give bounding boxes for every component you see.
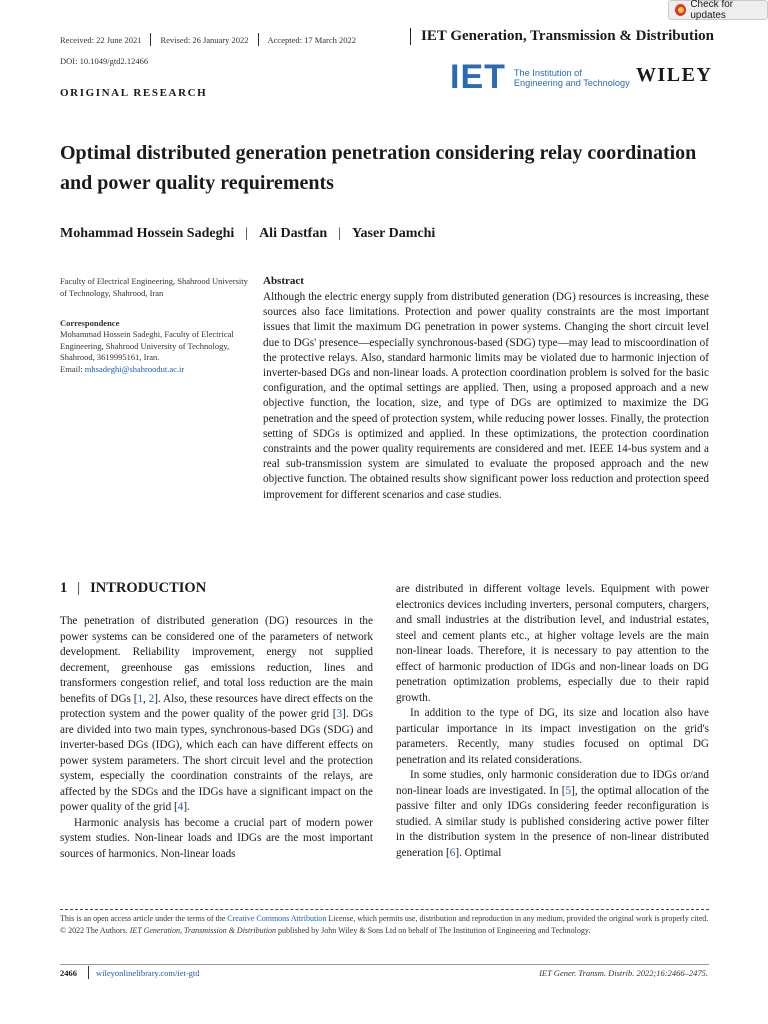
author-name[interactable]: Yaser Damchi	[351, 226, 436, 241]
abstract-text: Although the electric energy supply from distributed generation (DG) resources is increasing, these sources also face limitations. Protection and power quality constraints are the most important issues that limit the maximum DG penetration in power systems. Changing the short circuit level due to DGs' presence—especially synchronous-based (SDG) type—may lead to miscoordination of the protective relays. Also, standard harmonic limits may be violated due to harmonic injection of inverter-based DGs and non-linear loads. A protection coordination problem is solved for the basic configuration, and the optimal settings are applied. Then, using a proposed approach and a new objective function, the location, size, and type of DGs are optimized to maximize the DG penetration and the speed of protection system, while reducing power losses. Finally, the protection setting of SDGs is optimized and applied. In these optimizations, the protection coordination constraints and the power quality requirements are considered and met. IEEE 14-bus system and a real sub-transmission system are simulated to evaluate the proposed approach and the new objective function. The obtained results show significant power loss reduction and protection speed improvement for different scenarios and case studies.	[263, 291, 709, 501]
section-title: INTRODUCTION	[90, 580, 207, 596]
text-run: published by John Wiley & Sons Ltd on behalf of The Institution of Engineering and Technology.	[276, 926, 591, 935]
iet-logo-line1: The Institution of	[513, 67, 582, 78]
text-run: License, which permits use, distribution and reproduction in any medium, provided the original work is properly cited.	[326, 914, 709, 923]
paragraph: are distributed in different voltage levels. Equipment with power electronics devices including inverters, personal computers, chargers, and small industries at the distribution level, and industrial estates, steel and cement plants etc., at higher voltage levels are the main non-linear loads. Therefore, it is necessary to pay attention to the effect of harmonic production of IDGs and non-linear loads on DG penetration optimization problems, especially due to their rapid growth.	[396, 583, 709, 704]
section-heading	[60, 580, 206, 597]
footnote-divider	[60, 909, 709, 910]
license-text	[60, 913, 710, 925]
author-name[interactable]: Ali Dastfan	[259, 226, 328, 241]
journal-name: IET Generation, Transmission & Distribution	[410, 28, 714, 45]
text-run: This is an open access article under the terms of the	[60, 914, 228, 923]
text-run: The penetration of distributed generation (DG) resources in the power systems can be considered one of the parameters of network development. Reliability improvement, energy not supplied decrement, greenhouse gas emissions reduction, lines and transformers congestion relief, and total loss reduction are the main benefits of DGs [	[60, 615, 373, 705]
citation-link[interactable]: 5	[565, 784, 572, 797]
text-run: ]. DGs are divided into two main types, synchronous-based DGs (SDG) and inverter-based DGs (IDG), which each can have different effects on power system parameters. The short circuit level and the protection system, especially the coordination constraints of the relays, are affected by the SDGs and the IDGs have a significant impact on the power quality of the grid [	[60, 708, 373, 813]
divider	[88, 966, 89, 979]
divider: |	[77, 580, 81, 596]
iet-logo	[450, 58, 630, 97]
text-run: ]. Also, these resources have direct effects on the protection system and the power quality of the power grid [	[60, 692, 373, 720]
correspondence-text	[60, 329, 260, 375]
citation-link[interactable]: 1	[137, 692, 144, 705]
revised-date: Revised: 26 January 2022	[160, 34, 249, 45]
accepted-date: Accepted: 17 March 2022	[267, 34, 357, 45]
iet-logo-letters: IET	[450, 58, 506, 96]
received-date: Received: 22 June 2021	[60, 34, 142, 45]
text-run: ], the optimal allocation of the passive filter and only IDGs considering feeder reconfiguration is studied. A similar study is published considering active power filter in the distribution system in the presence of non-linear distributed generation [	[396, 784, 709, 859]
citation-link[interactable]: 6	[449, 846, 456, 859]
footer-divider	[60, 964, 709, 965]
journal-url-link[interactable]: wileyonlinelibrary.com/iet-gtd	[96, 968, 200, 978]
article-title: Optimal distributed generation penetration considering relay coordination and power quality requirements	[60, 142, 697, 194]
paragraph: Harmonic analysis has become a crucial part of modern power system studies. Non-linear loads and IDGs are the most important sources of harmonics. Non-linear loads	[60, 816, 373, 860]
license-footnote	[60, 913, 710, 937]
check-for-updates-button[interactable]	[668, 0, 768, 20]
abstract-heading: Abstract	[263, 275, 304, 287]
copyright-text	[60, 925, 710, 937]
affiliation: Faculty of Electrical Engineering, Shahrood University of Technology, Shahrood, Iran	[60, 276, 248, 298]
citation-link[interactable]: 4	[177, 801, 184, 813]
left-column	[60, 614, 373, 862]
divider	[258, 33, 259, 46]
article-dates	[60, 33, 356, 46]
iet-logo-text	[514, 68, 630, 88]
text-run: ]. Optimal	[455, 846, 502, 859]
citation-line: IET Gener. Transm. Distrib. 2022;16:2466–2475.	[539, 968, 708, 978]
correspondence-address: Mohammad Hossein Sadeghi, Faculty of Electrical Engineering, Shahrood University of Technology, Shahrood, 3619995161, Iran.	[60, 329, 234, 362]
section-number: 1	[60, 580, 68, 596]
author-list	[60, 226, 435, 242]
article-type: ORIGINAL RESEARCH	[60, 87, 208, 99]
text-run: ].	[183, 801, 190, 813]
license-link[interactable]: Creative Commons Attribution	[227, 914, 327, 923]
right-column	[396, 582, 709, 861]
citation-link[interactable]: 3	[336, 708, 343, 720]
divider: |	[338, 226, 341, 241]
iet-logo-line2: Engineering and Technology	[513, 77, 630, 88]
email-link[interactable]: mhsadeghi@shahroodut.ac.ir	[84, 363, 185, 374]
correspondence-heading: Correspondence	[60, 318, 120, 328]
email-label: Email:	[60, 363, 85, 374]
citation-link[interactable]: 2	[148, 692, 155, 705]
doi[interactable]: DOI: 10.1049/gtd2.12466	[60, 56, 149, 66]
author-name[interactable]: Mohammad Hossein Sadeghi	[60, 226, 235, 241]
paragraph: In addition to the type of DG, its size and location also have particular importance in its impact investigation on the grid's parameters. Recently, many studies focused on optimal DG penetration and its related considerations.	[396, 707, 709, 766]
divider: |	[245, 226, 249, 241]
crossmark-icon	[675, 4, 686, 16]
page-number: 2466	[60, 968, 77, 978]
check-for-updates-label: Check for updates	[690, 0, 734, 21]
divider	[150, 33, 151, 46]
text-run: © 2022 The Authors.	[60, 926, 130, 935]
text-run: In some studies, only harmonic consideration due to IDGs or/and non-linear loads are investigated. In [	[396, 769, 709, 797]
paragraph	[396, 768, 709, 861]
paragraph: The penetration of distributed generation (DG) resources in the power systems can be considered one of the parameters of network development. Reliability improvement, energy not supplied decrement, greenhouse gas emissions reduction, lines and transformers congestion relief, and total loss reduction are the main benefits of DGs [1, 2]. Also, these resources have direct effects on the protection system and the power quality of the power grid [3]. DGs are divided into two main types, synchronous-based DGs (SDG) and inverter-based DGs (IDG), which each can have different effects on power system parameters. The short circuit level and the protection system, especially the coordination constraints of the relays, are affected by the SDGs and the IDGs have a significant impact on the power quality of the grid [4].	[60, 615, 373, 813]
journal-italic: IET Generation, Transmission & Distribution	[129, 926, 277, 935]
wiley-logo: WILEY	[636, 64, 713, 86]
